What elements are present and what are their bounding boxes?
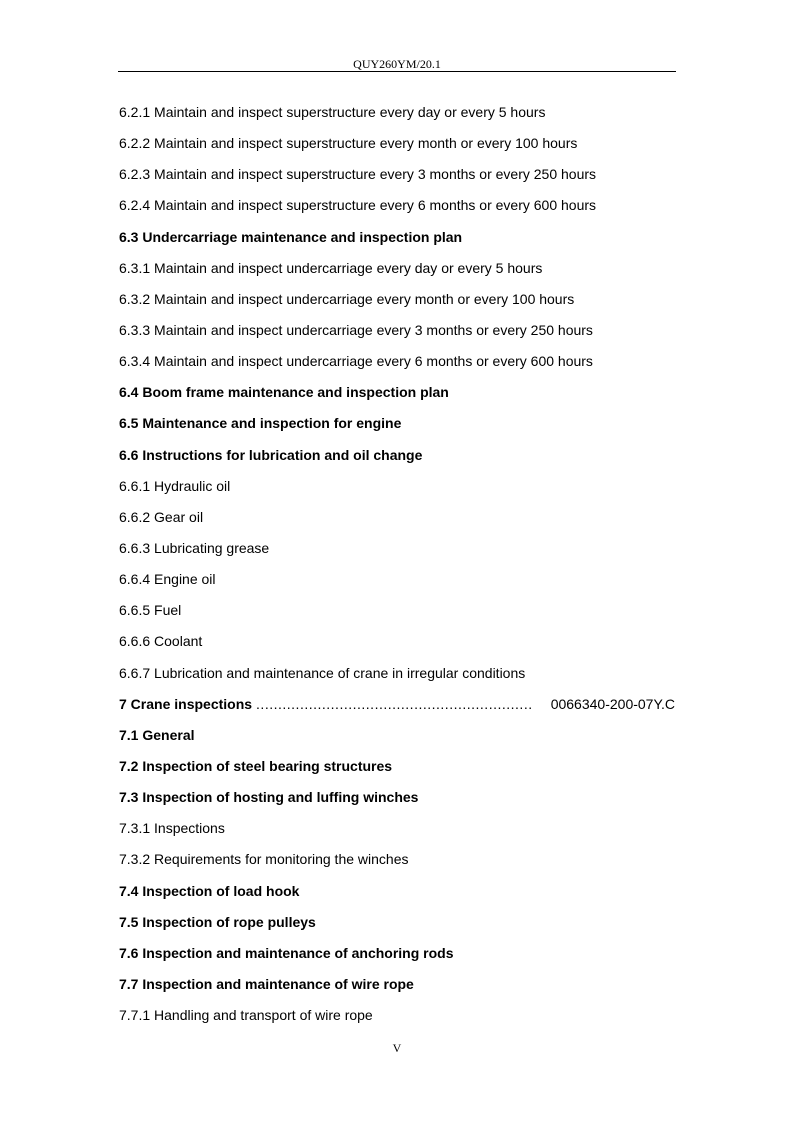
toc-entry-title: 7.2 Inspection of steel bearing structures	[119, 757, 393, 774]
toc-entry-title: 7.5 Inspection of rope pulleys	[119, 913, 316, 930]
toc-entry[interactable]	[119, 1005, 675, 1036]
toc-entry[interactable]	[119, 102, 675, 133]
toc-entry[interactable]	[119, 351, 675, 382]
toc-entry-title: 7.3.2 Requirements for monitoring the winches	[119, 851, 409, 868]
toc-entry[interactable]	[119, 756, 675, 787]
toc-entry-title: 6.6.1 Hydraulic oil	[119, 477, 231, 494]
toc-entry-title: 7.7.1 Handling and transport of wire rope	[119, 1007, 373, 1024]
toc-entry[interactable]	[119, 507, 675, 538]
toc-entry[interactable]	[119, 974, 675, 1005]
running-header: QUY260YM/20.1	[353, 57, 441, 71]
toc-entry[interactable]	[119, 569, 675, 600]
toc-entry-title: 6.6.2 Gear oil	[119, 508, 204, 525]
page-number: V	[392, 1041, 402, 1055]
toc-entry-title: 6.5 Maintenance and inspection for engine	[119, 415, 402, 432]
toc-entry[interactable]	[119, 258, 675, 289]
toc-entry-title: 6.6.6 Coolant	[119, 633, 203, 650]
toc-entry[interactable]	[119, 881, 675, 912]
toc-entry-title: 6.2.1 Maintain and inspect superstructure every day or every 5 hours	[119, 104, 546, 120]
toc-entry-title: 7.3 Inspection of hosting and luffing winches	[119, 789, 419, 806]
toc-entry[interactable]	[119, 631, 675, 662]
toc-entry[interactable]	[119, 725, 675, 756]
toc-entry[interactable]	[119, 133, 675, 164]
toc-entry-title: 7.4 Inspection of load hook	[119, 882, 300, 899]
toc-entry[interactable]	[119, 538, 675, 569]
toc-entry[interactable]	[119, 849, 675, 880]
header-rule	[118, 71, 676, 72]
toc-entry-title: 6.3.1 Maintain and inspect undercarriage every day or every 5 hours	[119, 259, 543, 276]
toc-entry-title: 6.3 Undercarriage maintenance and inspection plan	[119, 228, 463, 245]
toc-entry[interactable]	[119, 787, 675, 818]
toc-entry-title: 6.2.3 Maintain and inspect superstructure every 3 months or every 250 hours	[119, 166, 597, 183]
toc-entry[interactable]	[119, 943, 675, 974]
toc-entry-title: 6.3.4 Maintain and inspect undercarriage every 6 months or every 600 hours	[119, 353, 593, 370]
toc-entry-title: 7 Crane inspections	[119, 695, 253, 712]
toc-entry[interactable]	[119, 320, 675, 351]
toc-entry-title: 6.6 Instructions for lubrication and oil change	[119, 446, 423, 463]
toc-entry[interactable]	[119, 600, 675, 631]
toc-entry[interactable]	[119, 413, 675, 444]
table-of-contents	[119, 102, 675, 1036]
toc-entry[interactable]	[119, 289, 675, 320]
toc-entry-title: 6.6.7 Lubrication and maintenance of crane in irregular conditions	[119, 664, 526, 681]
toc-entry-title: 6.4 Boom frame maintenance and inspection plan	[119, 384, 449, 401]
toc-entry-title: 6.6.4 Engine oil	[119, 571, 216, 588]
toc-entry[interactable]	[119, 912, 675, 943]
toc-entry[interactable]	[119, 382, 675, 413]
toc-entry[interactable]	[119, 227, 675, 258]
toc-entry-title: 7.3.1 Inspections	[119, 820, 225, 837]
toc-entry-title: 6.6.5 Fuel	[119, 602, 182, 619]
toc-dot-leader	[256, 694, 533, 714]
toc-entry[interactable]	[119, 164, 675, 195]
toc-entry[interactable]	[119, 694, 675, 725]
toc-entry[interactable]	[119, 818, 675, 849]
toc-entry[interactable]	[119, 445, 675, 476]
toc-entry[interactable]	[119, 663, 675, 694]
toc-entry[interactable]	[119, 476, 675, 507]
toc-entry-title: 7.1 General	[119, 726, 195, 743]
toc-entry-title: 7.6 Inspection and maintenance of anchoring rods	[119, 944, 454, 961]
toc-entry-title: 7.7 Inspection and maintenance of wire rope	[119, 975, 414, 992]
toc-entry[interactable]	[119, 195, 675, 226]
toc-entry-title: 6.6.3 Lubricating grease	[119, 539, 270, 556]
toc-entry-title: 6.3.2 Maintain and inspect undercarriage every month or every 100 hours	[119, 290, 575, 307]
toc-entry-title: 6.3.3 Maintain and inspect undercarriage every 3 months or every 250 hours	[119, 321, 593, 338]
toc-entry-title: 6.2.2 Maintain and inspect superstructure every month or every 100 hours	[119, 135, 578, 152]
toc-document-number: 0066340-200-07Y.C	[550, 695, 675, 712]
toc-entry-title: 6.2.4 Maintain and inspect superstructure every 6 months or every 600 hours	[119, 197, 597, 214]
